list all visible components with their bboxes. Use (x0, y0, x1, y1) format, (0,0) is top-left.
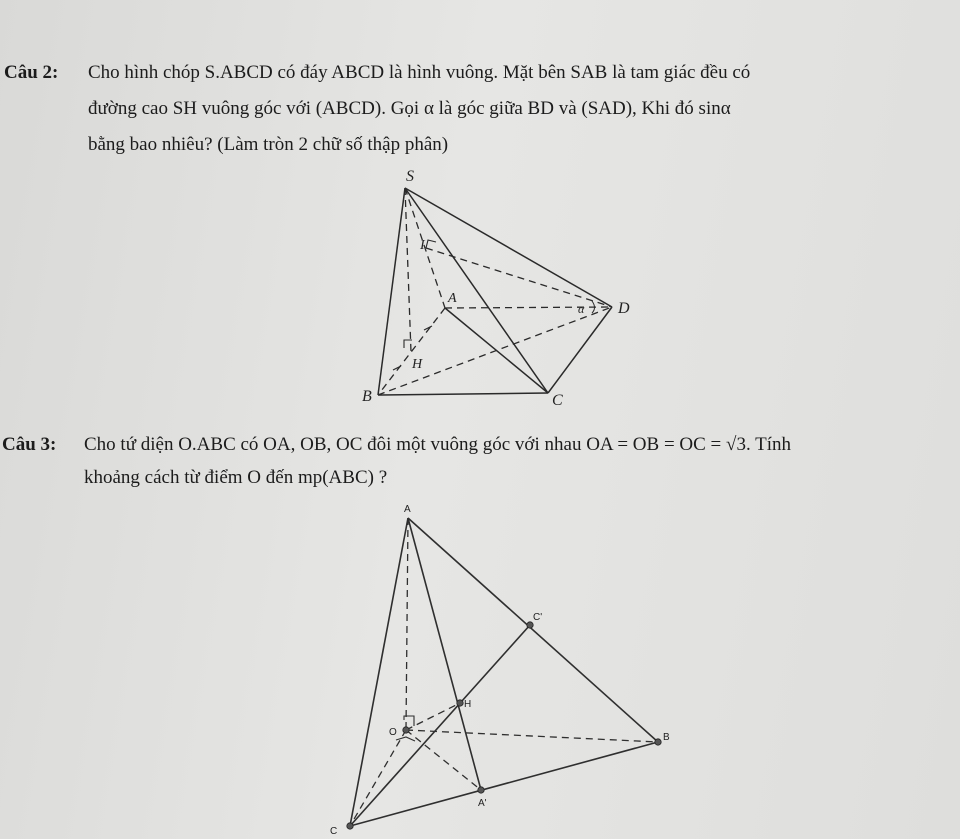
label-H: H (464, 699, 472, 710)
edge-O-A (406, 518, 408, 730)
point-C (347, 823, 353, 829)
tetrahedron-labels (330, 504, 670, 837)
label-O: O (389, 727, 397, 738)
point-Aprime (478, 787, 484, 793)
question-3-line-1: Cho tứ diện O.ABC có OA, OB, OC đôi một vuông góc với nhau OA = OB = OC = √3. Tính (84, 434, 791, 455)
median-C-Cprime (350, 625, 530, 826)
line-O-Aprime (406, 730, 481, 790)
point-O (403, 727, 409, 733)
question-3-number: Câu 3: (2, 434, 57, 455)
label-B: B (663, 732, 670, 743)
label-H: H (412, 357, 423, 372)
label-A: A (448, 291, 457, 306)
question-3-line-2: khoảng cách từ điểm O đến mp(ABC) ? (84, 467, 388, 488)
label-Cprime: C' (533, 612, 543, 623)
label-C: C (552, 392, 563, 409)
question-2-line-3: bằng bao nhiêu? (Làm tròn 2 chữ số thập phân) (88, 134, 449, 155)
label-S: S (406, 168, 414, 185)
label-B: B (362, 388, 372, 405)
edge-A-B (408, 518, 658, 742)
question-2-line-2: đường cao SH vuông góc với (ABCD). Gọi α là góc giữa BD và (SAD), Khi đó sinα (88, 98, 731, 119)
edge-O-B (406, 730, 658, 742)
label-A: A (404, 504, 411, 515)
point-H (457, 700, 463, 706)
question-2-number: Câu 2: (4, 62, 59, 83)
label-I: I (420, 238, 425, 253)
edge-C-B (350, 742, 658, 826)
question-2-line-1: Cho hình chóp S.ABCD có đáy ABCD là hình vuông. Mặt bên SAB là tam giác đều có (88, 62, 751, 83)
point-B (655, 739, 661, 745)
label-D: D (618, 300, 630, 317)
label-C: C (330, 826, 338, 837)
label-alpha: α (578, 302, 585, 316)
label-Aprime: A' (478, 798, 487, 809)
edge-A-C (350, 518, 408, 826)
